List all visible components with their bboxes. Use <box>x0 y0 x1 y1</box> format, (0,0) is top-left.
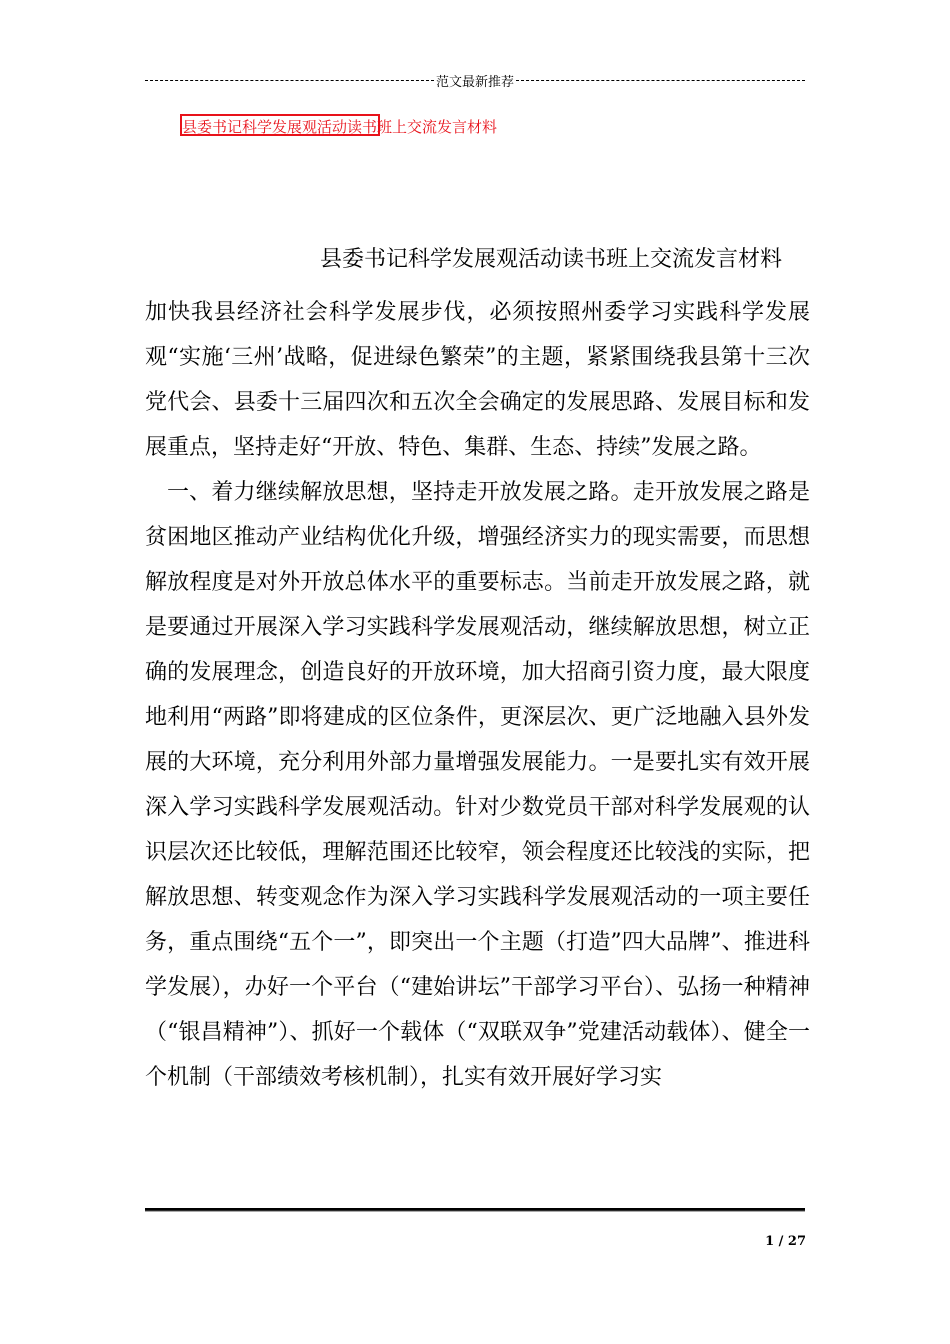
header-dash-right <box>516 80 805 81</box>
document-title: 县委书记科学发展观活动读书班上交流发言材料 <box>320 247 783 272</box>
page-header <box>145 70 805 90</box>
header-label: 范文最新推荐 <box>436 74 515 90</box>
page-number: 1 / 27 <box>765 1234 806 1249</box>
document-body <box>145 290 810 1100</box>
paragraph-section-one: 一、着力继续解放思想，坚持走开放发展之路。走开放发展之路是贫困地区推动产业结构优化升级，增强经济实力的现实需要，而思想解放程度是对外开放总体水平的重要标志。当前走开放发展之路，就是要通过开展深入学习实践科学发展观活动，继续解放思想，树立正确的发展理念，创造良好的开放环境，加大招商引资力度，最大限度地利用“两路”即将建成的区位条件，更深层次、更广泛地融入县外发展的大环境，充分利用外部力量增强发展能力。一是要扎实有效开展深入学习实践科学发展观活动。针对少数党员干部对科学发展观的认识层次还比较低，理解范围还比较窄，领会程度还比较浅的实际，把解放思想、转变观念作为深入学习实践科学发展观活动的一项主要任务，重点围绕“五个一”，即突出一个主题（打造”四大品牌”、推进科学发展），办好一个平台（“建始讲坛”干部学习平台）、弘扬一种精神（“银昌精神”）、抓好一个载体（“双联双争”党建活动载体）、健全一个机制（干部绩效考核机制），扎实有效开展好学习实 <box>145 480 810 1090</box>
paragraph-intro: 加快我县经济社会科学发展步伐，必须按照州委学习实践科学发展观“实施‘三州’战略，促进绿色繁荣”的主题，紧紧围绕我县第十三次党代会、县委十三届四次和五次全会确定的发展思路、发展目标和发展重点，坚持走好“开放、特色、集群、生态、持续”发展之路。 <box>145 300 810 460</box>
footer-rule <box>145 1208 805 1212</box>
red-banner-title[interactable]: 县委书记科学发展观活动读书班上交流发言材料 <box>180 114 380 136</box>
header-dash-left <box>145 80 434 81</box>
